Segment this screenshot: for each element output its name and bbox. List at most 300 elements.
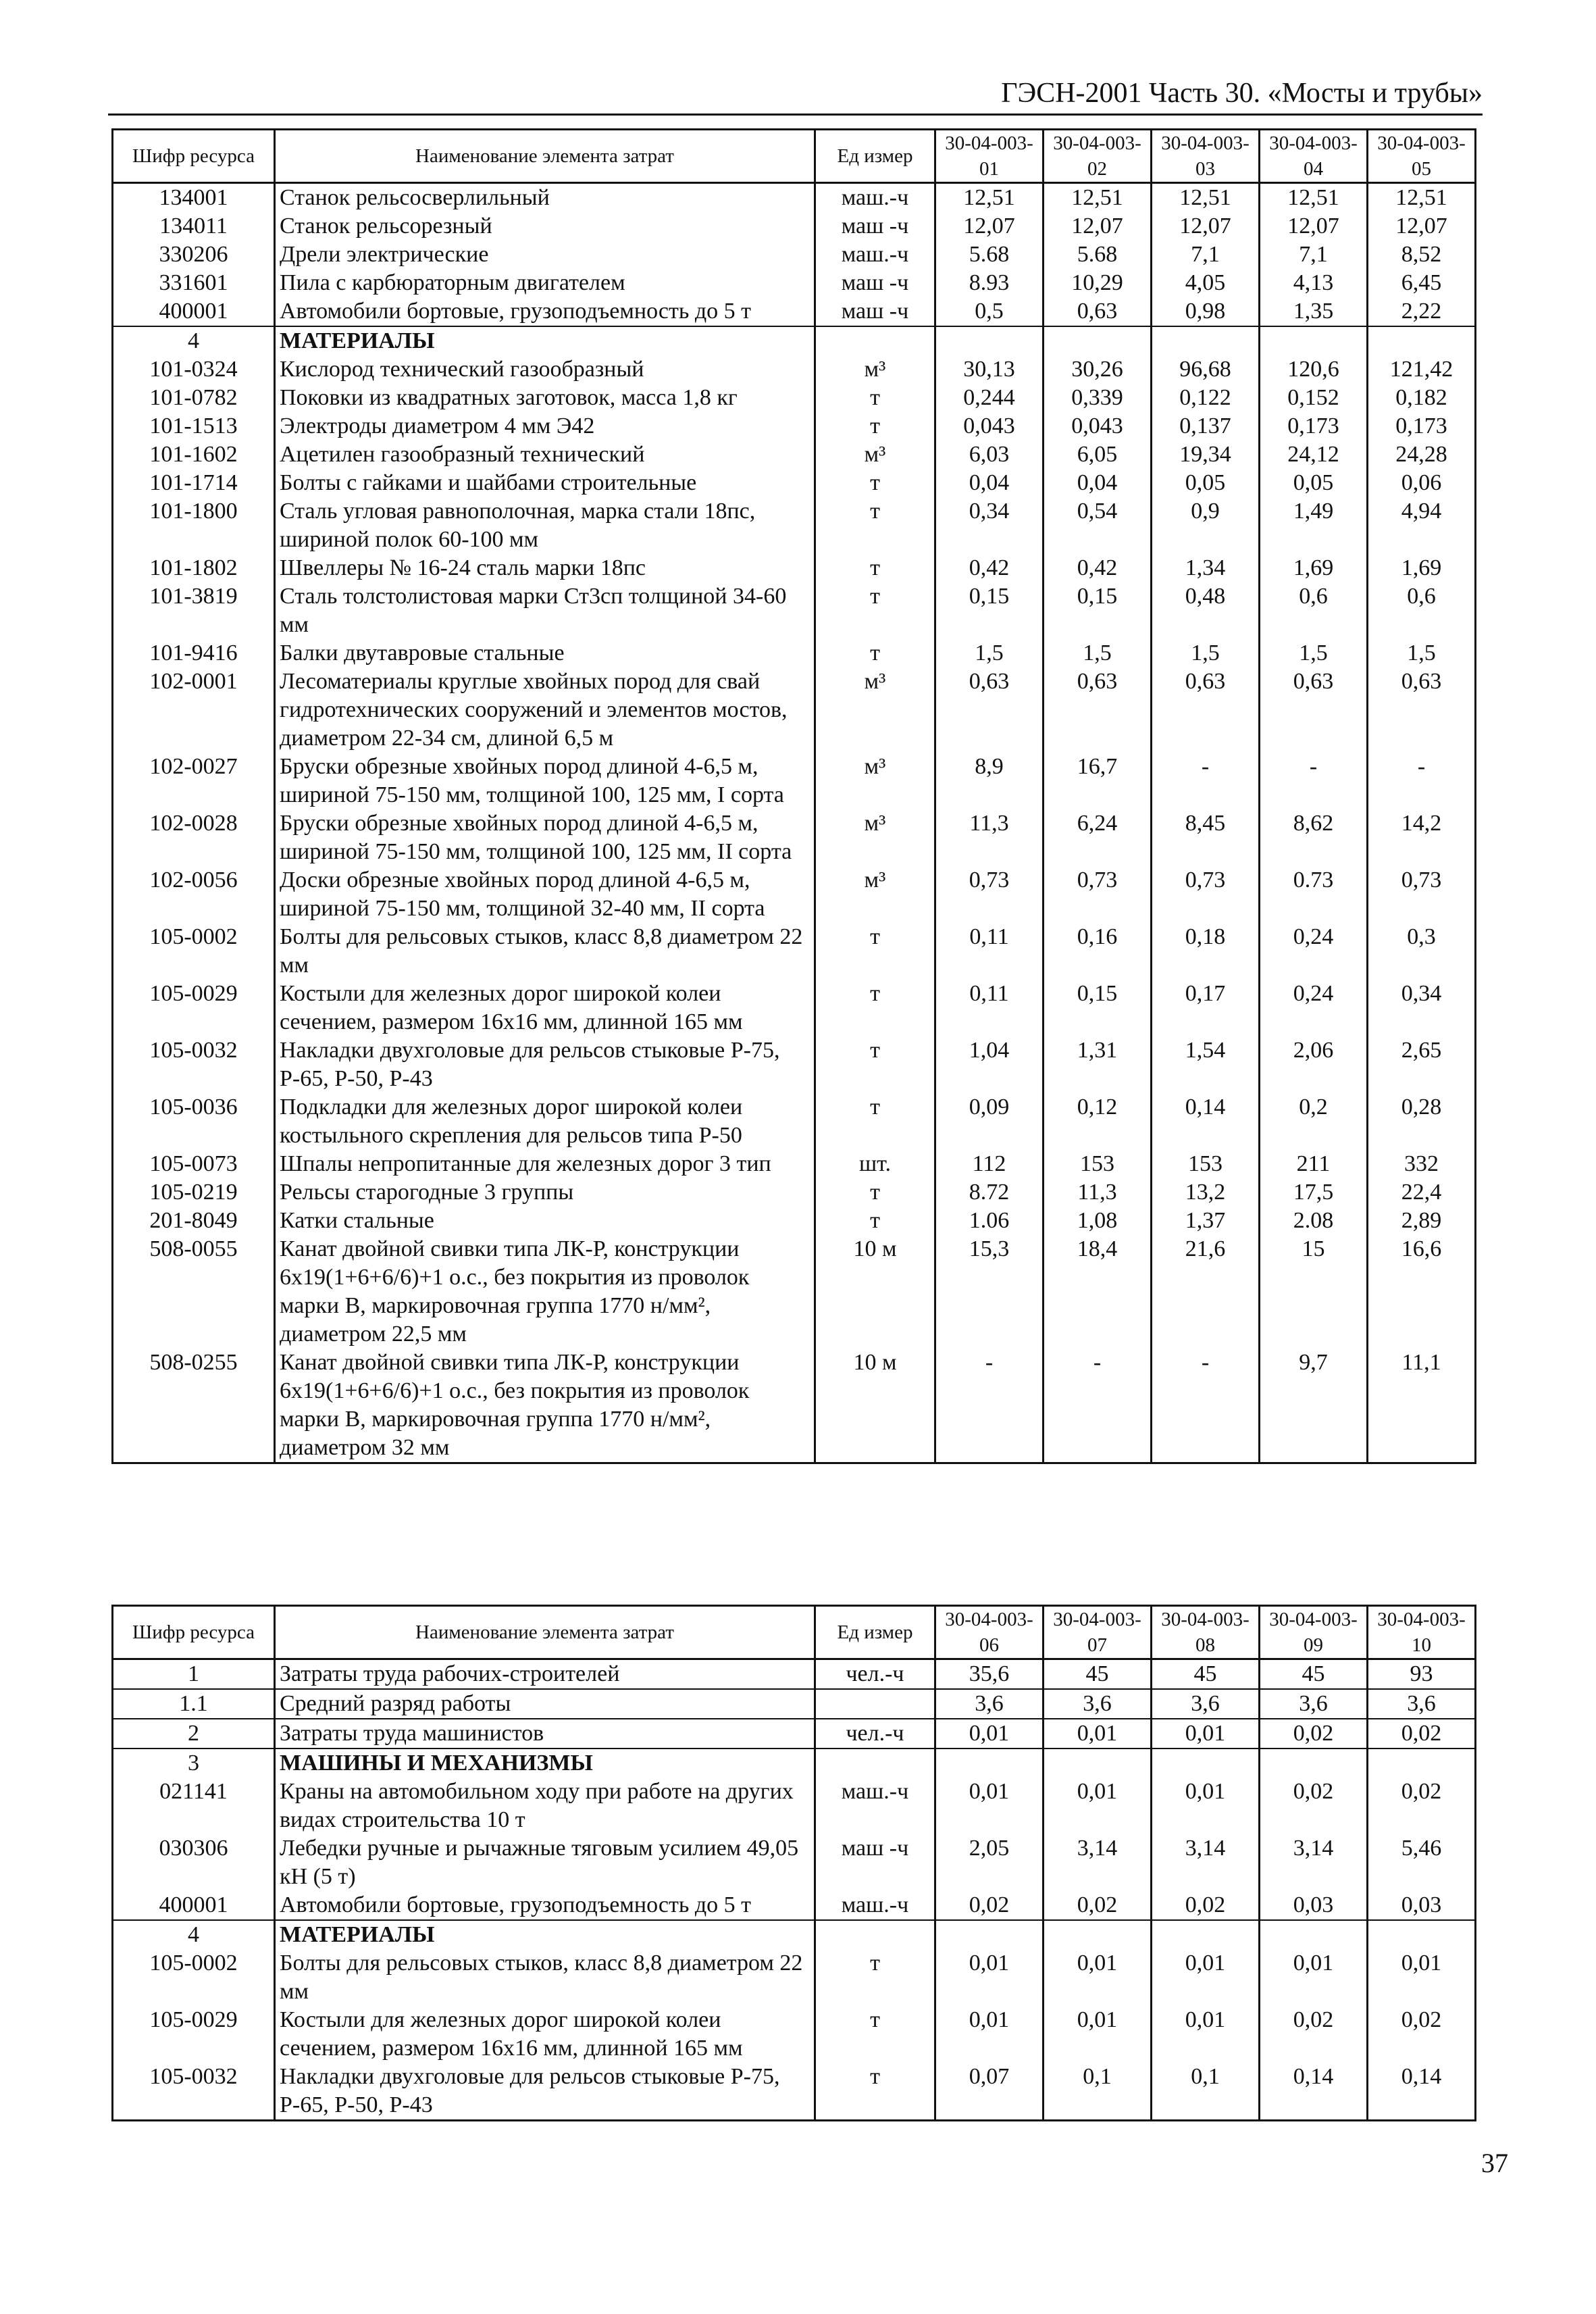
resource-code: 134001 bbox=[113, 183, 275, 213]
norm-value: 15,3 bbox=[935, 1235, 1044, 1349]
resource-name: Болты для рельсовых стыков, класс 8,8 диаметром 22 мм bbox=[275, 1949, 815, 2006]
resource-name: Станок рельсосверлильный bbox=[275, 183, 815, 213]
table-row bbox=[113, 1778, 1476, 1834]
col-unit-header: Ед измер bbox=[815, 1606, 935, 1659]
norm-value: 1,54 bbox=[1152, 1036, 1260, 1093]
norm-value: 153 bbox=[1152, 1150, 1260, 1178]
norm-value: 0,01 bbox=[1044, 1949, 1152, 2006]
norm-value: 3,6 bbox=[1044, 1689, 1152, 1719]
resource-unit: т bbox=[815, 497, 935, 554]
resource-code: 508-0055 bbox=[113, 1235, 275, 1349]
norm-value: 0,07 bbox=[935, 2063, 1044, 2121]
table-row bbox=[113, 297, 1476, 326]
norm-value: 6,03 bbox=[935, 441, 1044, 469]
norm-value: 3,6 bbox=[1152, 1689, 1260, 1719]
resource-name: Автомобили бортовые, грузоподъемность до 5 т bbox=[275, 1891, 815, 1920]
norm-value: - bbox=[935, 1349, 1044, 1463]
resource-code: 134011 bbox=[113, 212, 275, 241]
norm-value: 0,18 bbox=[1152, 923, 1260, 980]
norm-value: 12,51 bbox=[1260, 183, 1368, 213]
norm-value: 120,6 bbox=[1260, 355, 1368, 384]
norm-value: 0,48 bbox=[1152, 582, 1260, 639]
norm-value: 45 bbox=[1152, 1659, 1260, 1690]
norm-value: 0,24 bbox=[1260, 980, 1368, 1036]
norm-value: 0,5 bbox=[935, 297, 1044, 326]
norm-value: 45 bbox=[1260, 1659, 1368, 1690]
norm-value: 0,73 bbox=[1044, 866, 1152, 923]
resource-code: 105-0036 bbox=[113, 1093, 275, 1150]
resource-name: Кислород технический газообразный bbox=[275, 355, 815, 384]
norm-value: 18,4 bbox=[1044, 1235, 1152, 1349]
norm-value: 0,63 bbox=[1044, 668, 1152, 753]
norm-value: 3,6 bbox=[1260, 1689, 1368, 1719]
resource-unit: 10 м bbox=[815, 1235, 935, 1349]
table-row bbox=[113, 355, 1476, 384]
norm-value: 2,22 bbox=[1368, 297, 1476, 326]
resource-unit: т bbox=[815, 1207, 935, 1235]
norm-value bbox=[935, 1920, 1044, 1949]
resource-code: 101-0782 bbox=[113, 384, 275, 412]
norm-value: 12,07 bbox=[935, 212, 1044, 241]
resource-code: 400001 bbox=[113, 1891, 275, 1920]
resource-code: 102-0001 bbox=[113, 668, 275, 753]
norm-value: 5.68 bbox=[935, 241, 1044, 269]
norm-value: 0,01 bbox=[935, 1778, 1044, 1834]
norm-value: 2,05 bbox=[935, 1834, 1044, 1891]
norm-value: 0,339 bbox=[1044, 384, 1152, 412]
norm-value: 12,51 bbox=[1044, 183, 1152, 213]
table-row bbox=[113, 1719, 1476, 1749]
resource-unit: т bbox=[815, 923, 935, 980]
resource-name: Канат двойной свивки типа ЛК-Р, конструкции 6х19(1+6+6/6)+1 о.с., без покрытия из проволок марки В, маркировочная группа 1770 н/мм², диаметром 22,5 мм bbox=[275, 1235, 815, 1349]
resource-code: 101-0324 bbox=[113, 355, 275, 384]
resource-code: 508-0255 bbox=[113, 1349, 275, 1463]
norm-value: 2,06 bbox=[1260, 1036, 1368, 1093]
resource-name: Швеллеры № 16-24 сталь марки 18пс bbox=[275, 554, 815, 582]
norm-value: 8,45 bbox=[1152, 809, 1260, 866]
header-title: ГЭСН-2001 Часть 30. «Мосты и трубы» bbox=[1001, 78, 1483, 109]
resource-name: Бруски обрезные хвойных пород длиной 4-6,5 м, шириной 75-150 мм, толщиной 100, 125 мм, I сорта bbox=[275, 753, 815, 809]
norm-value: 0,34 bbox=[935, 497, 1044, 554]
norm-value: 4,05 bbox=[1152, 269, 1260, 297]
norm-value: 0,28 bbox=[1368, 1093, 1476, 1150]
resource-name: Балки двутавровые стальные bbox=[275, 639, 815, 668]
norm-value: 1,5 bbox=[1368, 639, 1476, 668]
table-row bbox=[113, 1834, 1476, 1891]
norm-value: 0,1 bbox=[1152, 2063, 1260, 2121]
col-norm-header: 30-04-003-09 bbox=[1260, 1606, 1368, 1659]
resource-code: 331601 bbox=[113, 269, 275, 297]
resource-unit: маш -ч bbox=[815, 212, 935, 241]
resource-code: 330206 bbox=[113, 241, 275, 269]
norm-value: 0,01 bbox=[935, 2006, 1044, 2063]
resource-code: 102-0027 bbox=[113, 753, 275, 809]
norm-value: 0,02 bbox=[1368, 2006, 1476, 2063]
norm-value: 12,07 bbox=[1152, 212, 1260, 241]
norm-value: 0,01 bbox=[1152, 2006, 1260, 2063]
norm-value: 11,1 bbox=[1368, 1349, 1476, 1463]
norm-value: 0,15 bbox=[935, 582, 1044, 639]
table-row bbox=[113, 183, 1476, 213]
resource-unit: т bbox=[815, 1036, 935, 1093]
resource-unit bbox=[815, 1689, 935, 1719]
norm-value: 0,73 bbox=[1368, 866, 1476, 923]
resource-name: Костыли для железных дорог широкой колеи сечением, размером 16х16 мм, длинной 165 мм bbox=[275, 2006, 815, 2063]
norm-value: 0,244 bbox=[935, 384, 1044, 412]
norm-value: 1,37 bbox=[1152, 1207, 1260, 1235]
resource-unit: маш.-ч bbox=[815, 241, 935, 269]
norm-value: 0,02 bbox=[1152, 1891, 1260, 1920]
table-row bbox=[113, 753, 1476, 809]
norm-value: 1,04 bbox=[935, 1036, 1044, 1093]
norm-value: 3,14 bbox=[1260, 1834, 1368, 1891]
resource-name: МАТЕРИАЛЫ bbox=[275, 1920, 815, 1949]
table-row bbox=[113, 980, 1476, 1036]
norm-value: 1,08 bbox=[1044, 1207, 1152, 1235]
table-row bbox=[113, 1235, 1476, 1349]
resource-unit: т bbox=[815, 582, 935, 639]
col-norm-header: 30-04-003-06 bbox=[935, 1606, 1044, 1659]
resource-code: 400001 bbox=[113, 297, 275, 326]
table-row bbox=[113, 441, 1476, 469]
norm-value: 12,07 bbox=[1044, 212, 1152, 241]
resource-code: 105-0032 bbox=[113, 1036, 275, 1093]
resource-unit: м³ bbox=[815, 668, 935, 753]
norm-value: 96,68 bbox=[1152, 355, 1260, 384]
resource-unit: т bbox=[815, 412, 935, 441]
resource-code: 105-0032 bbox=[113, 2063, 275, 2121]
norm-value: 8.93 bbox=[935, 269, 1044, 297]
norm-value: 0,02 bbox=[1260, 1719, 1368, 1749]
resource-code: 3 bbox=[113, 1749, 275, 1778]
norm-value: 1.06 bbox=[935, 1207, 1044, 1235]
norm-value: 0,16 bbox=[1044, 923, 1152, 980]
norm-value: - bbox=[1044, 1349, 1152, 1463]
table-row bbox=[113, 809, 1476, 866]
norm-value: 0,15 bbox=[1044, 582, 1152, 639]
norm-value: 0,98 bbox=[1152, 297, 1260, 326]
norm-value: 12,51 bbox=[1152, 183, 1260, 213]
resource-unit: м³ bbox=[815, 866, 935, 923]
resource-code: 101-1513 bbox=[113, 412, 275, 441]
norm-value: 0,03 bbox=[1260, 1891, 1368, 1920]
norm-value: 12,07 bbox=[1260, 212, 1368, 241]
norm-value: 1,31 bbox=[1044, 1036, 1152, 1093]
norm-value: 0,122 bbox=[1152, 384, 1260, 412]
norm-value: 0,043 bbox=[1044, 412, 1152, 441]
resource-code: 105-0029 bbox=[113, 2006, 275, 2063]
table-row bbox=[113, 1150, 1476, 1178]
col-norm-header: 30-04-003-10 bbox=[1368, 1606, 1476, 1659]
resource-unit: м³ bbox=[815, 355, 935, 384]
table-row bbox=[113, 2063, 1476, 2121]
resource-unit: т bbox=[815, 2006, 935, 2063]
table-row bbox=[113, 469, 1476, 497]
norm-value: 1,5 bbox=[1044, 639, 1152, 668]
table-row bbox=[113, 1659, 1476, 1690]
resource-code: 4 bbox=[113, 326, 275, 355]
norm-value: 24,28 bbox=[1368, 441, 1476, 469]
norm-value: 12,51 bbox=[1368, 183, 1476, 213]
norm-value: 19,34 bbox=[1152, 441, 1260, 469]
norm-value: 0,12 bbox=[1044, 1093, 1152, 1150]
resource-unit: т bbox=[815, 639, 935, 668]
norm-value: 16,6 bbox=[1368, 1235, 1476, 1349]
norm-value: 8,52 bbox=[1368, 241, 1476, 269]
norm-value: 0,01 bbox=[1152, 1719, 1260, 1749]
resource-code: 201-8049 bbox=[113, 1207, 275, 1235]
norm-value: 3,14 bbox=[1152, 1834, 1260, 1891]
col-code-header: Шифр ресурса bbox=[113, 1606, 275, 1659]
norm-value: 0,05 bbox=[1260, 469, 1368, 497]
resource-unit: м³ bbox=[815, 441, 935, 469]
norm-value: 30,13 bbox=[935, 355, 1044, 384]
resource-name: Лесоматериалы круглые хвойных пород для свай гидротехнических сооружений и элементов мостов, диаметром 22-34 см, длиной 6,5 м bbox=[275, 668, 815, 753]
resource-unit: маш -ч bbox=[815, 1834, 935, 1891]
norm-value: 15 bbox=[1260, 1235, 1368, 1349]
table-row bbox=[113, 1689, 1476, 1719]
resource-name: Болты с гайками и шайбами строительные bbox=[275, 469, 815, 497]
resource-name: Краны на автомобильном ходу при работе на других видах строительства 10 т bbox=[275, 1778, 815, 1834]
resource-unit: маш -ч bbox=[815, 269, 935, 297]
table-row bbox=[113, 668, 1476, 753]
resource-unit: 10 м bbox=[815, 1349, 935, 1463]
resource-name: Бруски обрезные хвойных пород длиной 4-6,5 м, шириной 75-150 мм, толщиной 100, 125 мм, II сорта bbox=[275, 809, 815, 866]
table-row bbox=[113, 212, 1476, 241]
norm-value: 0,63 bbox=[1260, 668, 1368, 753]
resource-name: Сталь угловая равнополочная, марка стали 18пс, шириной полок 60-100 мм bbox=[275, 497, 815, 554]
col-norm-header: 30-04-003-08 bbox=[1152, 1606, 1260, 1659]
resource-name: Пила с карбюраторным двигателем bbox=[275, 269, 815, 297]
norm-value: 0,137 bbox=[1152, 412, 1260, 441]
norm-value: 0,63 bbox=[1368, 668, 1476, 753]
table-row bbox=[113, 412, 1476, 441]
norm-value: 332 bbox=[1368, 1150, 1476, 1178]
table-row bbox=[113, 1891, 1476, 1920]
table-row bbox=[113, 582, 1476, 639]
col-norm-header: 30-04-003-01 bbox=[935, 130, 1044, 183]
norm-value: 1,5 bbox=[1152, 639, 1260, 668]
resource-name: Затраты труда машинистов bbox=[275, 1719, 815, 1749]
norm-value: 8.72 bbox=[935, 1178, 1044, 1207]
norm-value: 1,35 bbox=[1260, 297, 1368, 326]
norm-value: 0,11 bbox=[935, 980, 1044, 1036]
resource-name: Болты для рельсовых стыков, класс 8,8 диаметром 22 мм bbox=[275, 923, 815, 980]
norm-value: 0,09 bbox=[935, 1093, 1044, 1150]
resource-unit: чел.-ч bbox=[815, 1659, 935, 1690]
norm-value: 7,1 bbox=[1260, 241, 1368, 269]
norm-value: 6,24 bbox=[1044, 809, 1152, 866]
norm-value: 0,05 bbox=[1152, 469, 1260, 497]
resource-code: 101-1802 bbox=[113, 554, 275, 582]
norm-value: 0,3 bbox=[1368, 923, 1476, 980]
norm-value bbox=[1044, 1920, 1152, 1949]
norm-value: 1,34 bbox=[1152, 554, 1260, 582]
norm-value: 2,65 bbox=[1368, 1036, 1476, 1093]
resource-unit: м³ bbox=[815, 809, 935, 866]
norm-value bbox=[1368, 326, 1476, 355]
col-unit-header: Ед измер bbox=[815, 130, 935, 183]
table-row bbox=[113, 1178, 1476, 1207]
norm-value: 4,13 bbox=[1260, 269, 1368, 297]
norm-value: 0,14 bbox=[1368, 2063, 1476, 2121]
table-row bbox=[113, 639, 1476, 668]
resource-unit bbox=[815, 1920, 935, 1949]
norm-value: 0,24 bbox=[1260, 923, 1368, 980]
resource-code: 105-0002 bbox=[113, 923, 275, 980]
norm-value: 0,02 bbox=[1260, 2006, 1368, 2063]
norm-value: 0,6 bbox=[1260, 582, 1368, 639]
norm-value: 0,03 bbox=[1368, 1891, 1476, 1920]
norm-value: 0,173 bbox=[1260, 412, 1368, 441]
resource-unit: т bbox=[815, 980, 935, 1036]
resource-unit: маш.-ч bbox=[815, 1778, 935, 1834]
norm-value: 0,14 bbox=[1152, 1093, 1260, 1150]
norm-value: 1,69 bbox=[1260, 554, 1368, 582]
norm-value bbox=[1152, 1749, 1260, 1778]
resource-unit bbox=[815, 326, 935, 355]
norm-value: 0,73 bbox=[1152, 866, 1260, 923]
col-norm-header: 30-04-003-05 bbox=[1368, 130, 1476, 183]
norm-value bbox=[935, 326, 1044, 355]
resource-code: 101-3819 bbox=[113, 582, 275, 639]
norm-value: 0,34 bbox=[1368, 980, 1476, 1036]
norm-value: 3,6 bbox=[1368, 1689, 1476, 1719]
resource-unit: шт. bbox=[815, 1150, 935, 1178]
norm-value bbox=[935, 1749, 1044, 1778]
norm-value: 1,5 bbox=[935, 639, 1044, 668]
norm-value: 0,182 bbox=[1368, 384, 1476, 412]
norm-value: 7,1 bbox=[1152, 241, 1260, 269]
norm-value: 0,11 bbox=[935, 923, 1044, 980]
col-norm-header: 30-04-003-02 bbox=[1044, 130, 1152, 183]
norm-value: 2.08 bbox=[1260, 1207, 1368, 1235]
norm-value: 93 bbox=[1368, 1659, 1476, 1690]
norm-value bbox=[1044, 326, 1152, 355]
resource-unit: маш.-ч bbox=[815, 183, 935, 213]
resource-name: Дрели электрические bbox=[275, 241, 815, 269]
norm-value: 13,2 bbox=[1152, 1178, 1260, 1207]
norm-value: 0,14 bbox=[1260, 2063, 1368, 2121]
resource-name: Поковки из квадратных заготовок, масса 1,8 кг bbox=[275, 384, 815, 412]
norm-value bbox=[1260, 1749, 1368, 1778]
norm-value: 0,73 bbox=[935, 866, 1044, 923]
norm-value: 1,69 bbox=[1368, 554, 1476, 582]
norm-value: 0,63 bbox=[1152, 668, 1260, 753]
table-row bbox=[113, 1093, 1476, 1150]
norm-value: 12,51 bbox=[935, 183, 1044, 213]
norm-value: - bbox=[1368, 753, 1476, 809]
norm-value: 11,3 bbox=[935, 809, 1044, 866]
norm-value: 0,06 bbox=[1368, 469, 1476, 497]
norm-value: 3,6 bbox=[935, 1689, 1044, 1719]
col-name-header: Наименование элемента затрат bbox=[275, 130, 815, 183]
norm-value: 14,2 bbox=[1368, 809, 1476, 866]
resource-name: Средний разряд работы bbox=[275, 1689, 815, 1719]
resource-table-2 bbox=[111, 1605, 1476, 2121]
resource-unit: т bbox=[815, 554, 935, 582]
norm-value: 45 bbox=[1044, 1659, 1152, 1690]
table-row bbox=[113, 241, 1476, 269]
resource-name: Накладки двухголовые для рельсов стыковые Р-75, Р-65, Р-50, Р-43 bbox=[275, 2063, 815, 2121]
norm-value: 0,1 bbox=[1044, 2063, 1152, 2121]
resource-code: 105-0029 bbox=[113, 980, 275, 1036]
page-header bbox=[108, 76, 1483, 116]
norm-value: 0,043 bbox=[935, 412, 1044, 441]
norm-value: 0,01 bbox=[935, 1719, 1044, 1749]
norm-value: 121,42 bbox=[1368, 355, 1476, 384]
col-norm-header: 30-04-003-03 bbox=[1152, 130, 1260, 183]
resource-name: Сталь толстолистовая марки Ст3сп толщиной 34-60 мм bbox=[275, 582, 815, 639]
norm-value: 16,7 bbox=[1044, 753, 1152, 809]
resource-code: 105-0073 bbox=[113, 1150, 275, 1178]
resource-table-1 bbox=[111, 128, 1476, 1464]
norm-value: - bbox=[1260, 753, 1368, 809]
norm-value: 0,01 bbox=[1152, 1778, 1260, 1834]
norm-value: 0,54 bbox=[1044, 497, 1152, 554]
norm-value bbox=[1260, 326, 1368, 355]
resource-unit: т bbox=[815, 2063, 935, 2121]
table-row bbox=[113, 2006, 1476, 2063]
resource-name: Рельсы старогодные 3 группы bbox=[275, 1178, 815, 1207]
resource-code: 105-0002 bbox=[113, 1949, 275, 2006]
norm-value: 10,29 bbox=[1044, 269, 1152, 297]
resource-name: Ацетилен газообразный технический bbox=[275, 441, 815, 469]
norm-value: 4,94 bbox=[1368, 497, 1476, 554]
norm-value: 11,3 bbox=[1044, 1178, 1152, 1207]
resource-code: 1.1 bbox=[113, 1689, 275, 1719]
norm-value: 0,02 bbox=[1260, 1778, 1368, 1834]
norm-value: 1,5 bbox=[1260, 639, 1368, 668]
norm-value: 0,04 bbox=[1044, 469, 1152, 497]
table-1-header bbox=[113, 130, 1476, 183]
norm-value: 0,01 bbox=[1044, 1778, 1152, 1834]
resource-unit: чел.-ч bbox=[815, 1719, 935, 1749]
norm-value bbox=[1260, 1920, 1368, 1949]
norm-value: 6,45 bbox=[1368, 269, 1476, 297]
norm-value: 0,42 bbox=[1044, 554, 1152, 582]
table-row bbox=[113, 269, 1476, 297]
table-row bbox=[113, 923, 1476, 980]
norm-value: 17,5 bbox=[1260, 1178, 1368, 1207]
norm-value: 21,6 bbox=[1152, 1235, 1260, 1349]
norm-value: 30,26 bbox=[1044, 355, 1152, 384]
resource-name: Канат двойной свивки типа ЛК-Р, конструкции 6х19(1+6+6/6)+1 о.с., без покрытия из проволок марки В, маркировочная группа 1770 н/мм², диаметром 32 мм bbox=[275, 1349, 815, 1463]
resource-name: Затраты труда рабочих-строителей bbox=[275, 1659, 815, 1690]
norm-value: 0.73 bbox=[1260, 866, 1368, 923]
table-1-body bbox=[113, 183, 1476, 1463]
table-row bbox=[113, 1036, 1476, 1093]
norm-value: 0,9 bbox=[1152, 497, 1260, 554]
resource-code: 101-1714 bbox=[113, 469, 275, 497]
col-norm-header: 30-04-003-04 bbox=[1260, 130, 1368, 183]
resource-name: Накладки двухголовые для рельсов стыковые Р-75, Р-65, Р-50, Р-43 bbox=[275, 1036, 815, 1093]
norm-value: 24,12 bbox=[1260, 441, 1368, 469]
norm-value: 5,46 bbox=[1368, 1834, 1476, 1891]
col-name-header: Наименование элемента затрат bbox=[275, 1606, 815, 1659]
section-row bbox=[113, 326, 1476, 355]
norm-value: 2,89 bbox=[1368, 1207, 1476, 1235]
resource-unit: т bbox=[815, 384, 935, 412]
table-row bbox=[113, 866, 1476, 923]
col-code-header: Шифр ресурса bbox=[113, 130, 275, 183]
norm-value: 0,01 bbox=[1260, 1949, 1368, 2006]
norm-value: 35,6 bbox=[935, 1659, 1044, 1690]
norm-value: 12,07 bbox=[1368, 212, 1476, 241]
resource-name: Костыли для железных дорог широкой колеи сечением, размером 16х16 мм, длинной 165 мм bbox=[275, 980, 815, 1036]
resource-unit: м³ bbox=[815, 753, 935, 809]
norm-value: 0,152 bbox=[1260, 384, 1368, 412]
